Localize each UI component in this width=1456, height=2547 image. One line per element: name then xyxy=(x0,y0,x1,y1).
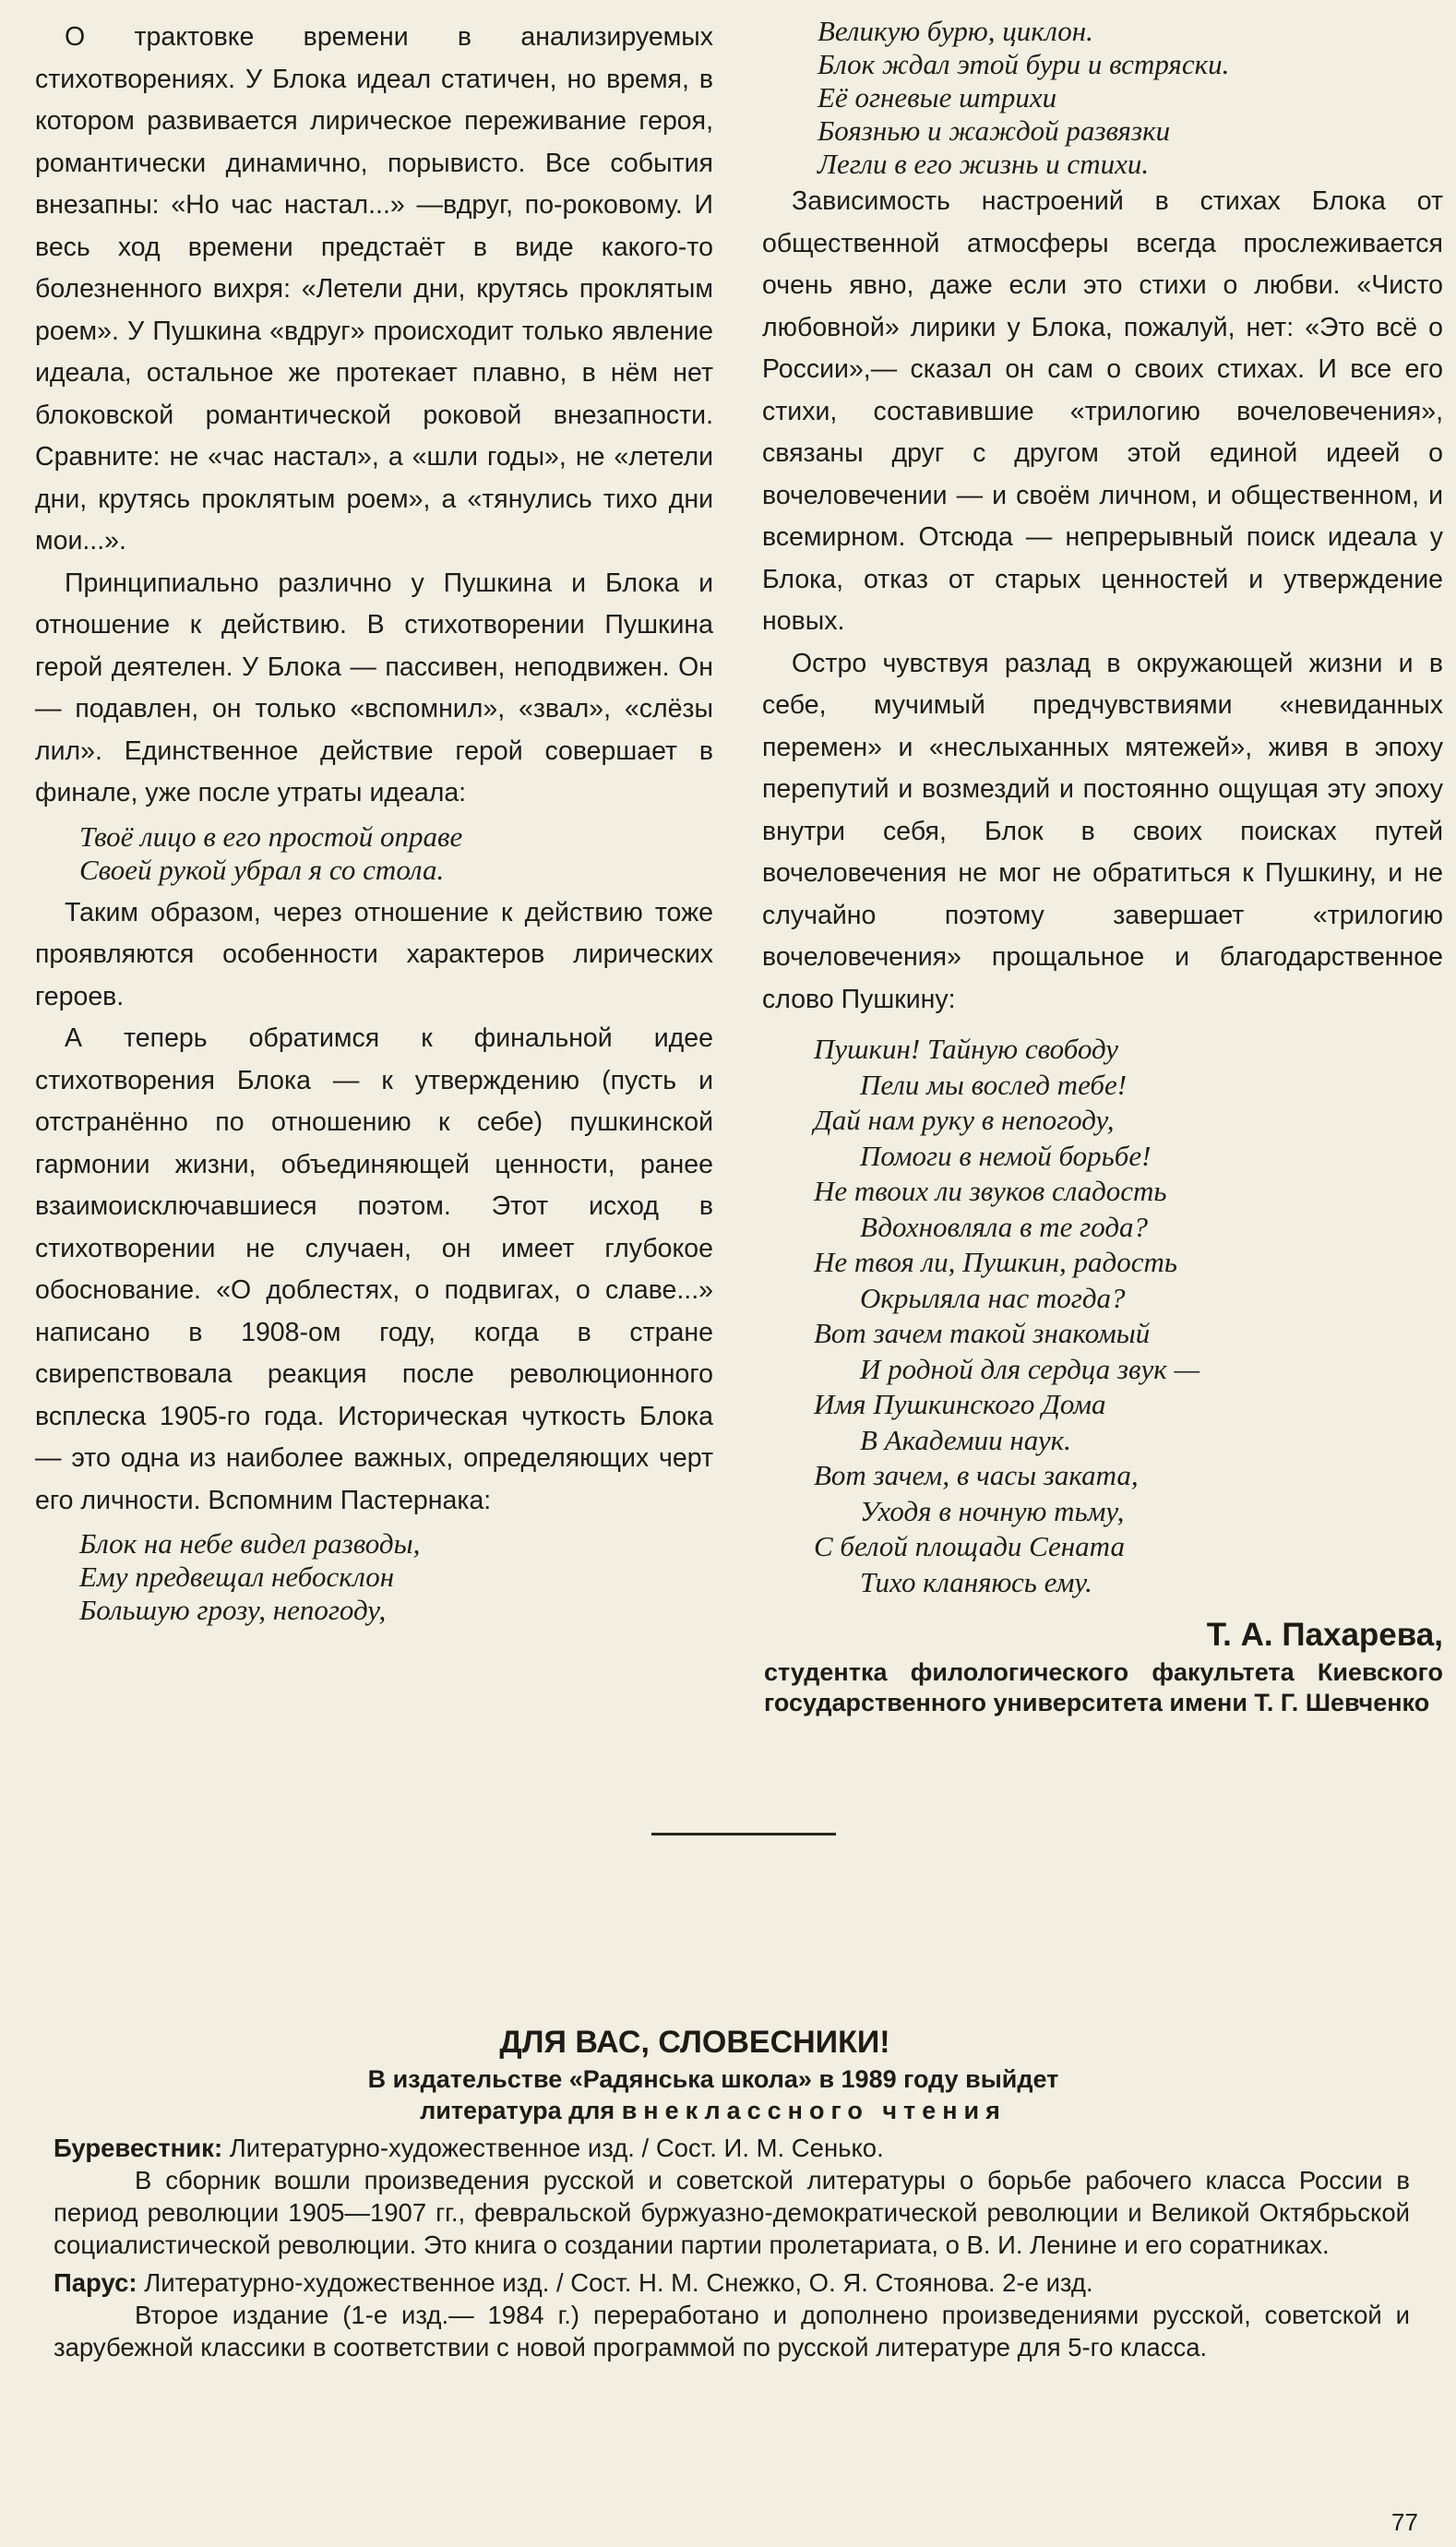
book-title: Парус: xyxy=(54,2268,137,2297)
book-description: Второе издание (1-е изд.— 1984 г.) переработано и дополнено произведениями русской, советской и зарубежной классики в соответствии с новой программой по русской литературе для 5-го класса. xyxy=(54,2301,1410,2362)
poem-line: Имя Пушкинского Дома xyxy=(814,1388,1106,1420)
book-entry xyxy=(54,2266,1410,2299)
paragraph-conclusion: Таким образом, через отношение к действию тоже проявляются особенности характеров лирических героев. xyxy=(35,897,713,1011)
poem-line: Дай нам руку в непогоду, xyxy=(814,1104,1115,1136)
paragraph-action: Принципиально различно у Пушкина и Блока и отношение к действию. В стихотворении Пушкина герой деятелен. У Блока — пассивен, неподвижен. Он — подавлен, он только «вспомнил», «звал», «слёзы лил». Единственное действие герой совершает в финале, уже после утраты идеала: xyxy=(35,568,713,807)
poem-line: С белой площади Сената xyxy=(814,1530,1125,1562)
book-title: Буревестник: xyxy=(54,2134,223,2162)
poem-line: Блок ждал этой бури и встряски. xyxy=(818,48,1230,80)
poem-line: И родной для сердца звук — xyxy=(860,1352,1200,1385)
poem-line: Боязнью и жаждой развязки xyxy=(818,114,1171,147)
announcement-title: ДЛЯ ВАС, СЛОВЕСНИКИ! xyxy=(499,2025,890,2060)
poem-quote-pasternak-continued xyxy=(762,15,1443,181)
poem-line: Её огневые штрихи xyxy=(818,81,1057,114)
poem-line: Великую бурю, циклон. xyxy=(818,15,1093,47)
poem-line: Уходя в ночную тьму, xyxy=(860,1494,1125,1527)
poem-line: Ему предвещал небосклон xyxy=(79,1560,395,1593)
left-column xyxy=(35,17,713,1632)
announcement-subtitle xyxy=(17,2063,1410,2126)
subtitle-part: литература для xyxy=(420,2097,622,2124)
poem-line: Твоё лицо в его простой оправе xyxy=(79,819,463,853)
poem-line: Большую грозу, непогоду, xyxy=(79,1594,387,1626)
announcement-block xyxy=(54,2021,1410,2363)
poem-line: Пели мы вослед тебе! xyxy=(860,1068,1128,1101)
book-entry xyxy=(54,2132,1410,2164)
author-affiliation: студентка филологического факультета Киевского государственного университета имени Т. Г. Шевченко xyxy=(764,1658,1443,1716)
subtitle-line xyxy=(17,2095,1410,2126)
author-name: Т. А. Пахарева, xyxy=(1206,1617,1443,1653)
book-description: В сборник вошли произведения русской и советской литературы о борьбе рабочего класса России в период революции 1905—1907 гг., февральской буржуазно-демократической революции и Великой Октябрьской социалистической революции. Это книга о создании партии пролетариата, о В. И. Ленине и его соратниках. xyxy=(54,2166,1410,2259)
subtitle-spaced: внеклассного чтения xyxy=(621,2097,1007,2124)
subtitle-line: В издательстве «Радянська школа» в 1989 году выйдет xyxy=(367,2065,1059,2093)
poem-line: Не твоих ли звуков сладость xyxy=(814,1175,1167,1207)
paragraph-final-idea: А теперь обратимся к финальной идее стихотворения Блока — к утверждению (пусть и отстранённо по отношению к себе) пушкинской гармонии жизни, объединяющей ценности, ранее взаимоисключавшиеся поэтом. Этот исход в стихотворении не случаен, он имеет глубокое обоснование. «О доблестях, о подвигах, о славе...» написано в 1908-ом году, когда в стране свирепствовала реакция после революционного всплеска 1905-го года. Историческая чуткость Блока — это одна из наиболее важных, определяющих черт его личности. Вспомним Пастернака: xyxy=(35,1023,713,1515)
paragraph-dependence: Зависимость настроений в стихах Блока от общественной атмосферы всегда прослеживается очень явно, даже если это стихи о любви. «Чисто любовной» лирики у Блока, пожалуй, нет: «Это всё о России»,— сказал он сам о своих стихах. И все его стихи, составившие «трилогию вочеловечения», связаны друг с другом этой единой идеей о вочеловечении — и своём личном, и общественном, и всемирном. Отсюда — непрерывный поиск идеала у Блока, отказ от старых ценностей и утверждение новых. xyxy=(762,186,1443,636)
poem-line: Окрыляла нас тогда? xyxy=(860,1281,1126,1314)
poem-line: Вот зачем, в часы заката, xyxy=(814,1459,1139,1491)
poem-line: Своей рукой убрал я со стола. xyxy=(79,853,445,886)
page-number: 77 xyxy=(1391,2508,1418,2536)
paragraph-pushkin: Остро чувствуя разлад в окружающей жизни и в себе, мучимый предчувствиями «невиданных перемен» и «неслыханных мятежей», живя в эпоху перепутий и возмездий и постоянно ощущая эту эпоху внутри себя, Блок в своих поисках путей вочеловечения не мог не обратиться к Пушкину, и не случайно поэтому завершает «трилогию вочеловечения» прощальное и благодарственное слово Пушкину: xyxy=(762,648,1443,1014)
section-divider xyxy=(651,1833,836,1836)
poem-quote-pasternak xyxy=(35,1527,713,1627)
poem-line: Помоги в немой борьбе! xyxy=(860,1139,1152,1172)
paragraph-time: О трактовке времени в анализируемых стихотворениях. У Блока идеал статичен, но время, в котором развивается лирическое переживание героя, романтически динамично, порывисто. Все события внезапны: «Но час настал...» —вдруг, по-роковому. И весь ход времени предстаёт в виде какого-то болезненного вихря: «Летели дни, крутясь проклятым роем». У Пушкина «вдруг» происходит только явление идеала, остальное же протекает плавно, в нём нет блоковской романтической роковой внезапности. Сравните: не «час настал», а «шли годы», не «летели дни, крутясь проклятым роем», а «тянулись тихо дни мои...». xyxy=(35,22,713,556)
book-info: Литературно-художественное изд. / Сост. И. М. Сенько. xyxy=(222,2134,884,2162)
poem-line: Вот зачем такой знакомый xyxy=(814,1317,1151,1349)
author-signature xyxy=(762,1613,1443,1718)
poem-line: Вдохновляла в те года? xyxy=(860,1210,1149,1243)
right-column xyxy=(762,17,1443,1718)
poem-line: Тихо кланяюсь ему. xyxy=(860,1565,1092,1598)
poem-line: Блок на небе видел разводы, xyxy=(79,1527,421,1560)
poem-quote-blok xyxy=(35,820,713,887)
poem-line: Пушкин! Тайную свободу xyxy=(814,1033,1119,1065)
book-info: Литературно-художественное изд. / Сост. Н. М. Снежко, О. Я. Стоянова. 2-е изд. xyxy=(137,2268,1093,2297)
poem-pushkin-house xyxy=(762,1032,1443,1600)
poem-line: Не твоя ли, Пушкин, радость xyxy=(814,1246,1177,1278)
poem-line: В Академии наук. xyxy=(860,1423,1071,1456)
poem-line: Легли в его жизнь и стихи. xyxy=(818,148,1150,180)
